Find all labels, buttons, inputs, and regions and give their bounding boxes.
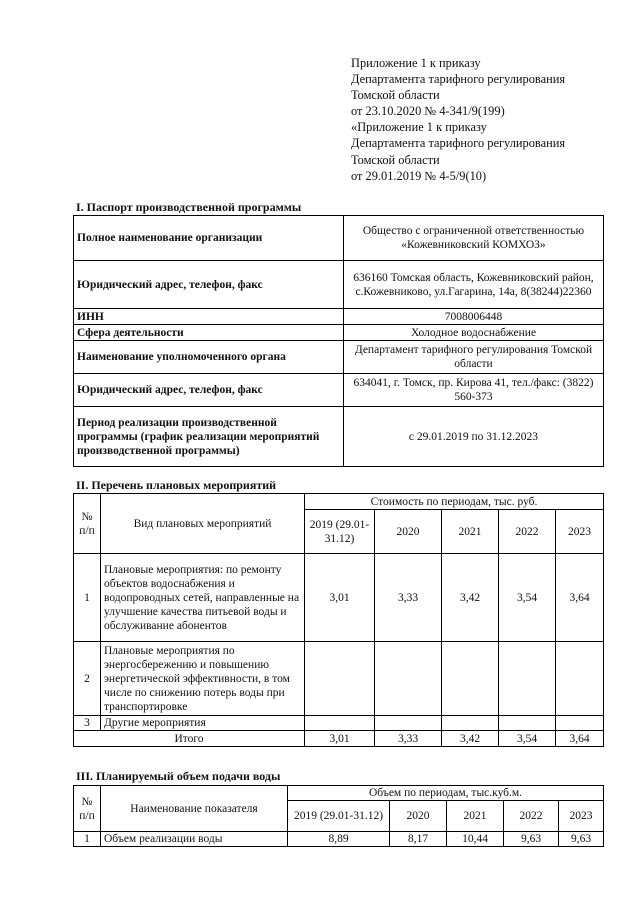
col-name-header: Вид плановых мероприятий — [101, 494, 305, 554]
passport-value: Департамент тарифного регулирования Томской области — [344, 341, 604, 374]
cost-cell — [556, 716, 604, 731]
passport-table — [73, 215, 604, 467]
total-cell: 3,64 — [556, 731, 604, 747]
header-line: от 23.10.2020 № 4-341/9(199) — [351, 104, 505, 119]
table-header-row — [74, 786, 604, 801]
section1-title: I. Паспорт производственной программы — [76, 200, 302, 214]
year-header: 2020 — [390, 801, 447, 832]
cost-cell — [305, 642, 375, 716]
table-row — [74, 407, 604, 467]
passport-label: ИНН — [74, 309, 344, 325]
volume-cell: 10,44 — [447, 832, 504, 847]
row-number: 3 — [74, 716, 101, 731]
volume-cell: 8,17 — [390, 832, 447, 847]
year-header: 2019 (29.01-31.12) — [288, 801, 390, 832]
measure-name: Плановые мероприятия по энергосбережению и повышению энергетической эффективности, в том числе по снижению потерь воды при транспортировке — [101, 642, 305, 716]
table-row — [74, 341, 604, 374]
cost-cell — [375, 642, 442, 716]
header-line: Департамента тарифного регулирования — [351, 72, 566, 87]
passport-value: Общество с ограниченной ответственностью «Кожевниковский КОМХОЗ» — [344, 216, 604, 261]
section2-title: II. Перечень плановых мероприятий — [76, 478, 277, 492]
cost-cell: 3,64 — [556, 554, 604, 642]
year-header: 2022 — [499, 510, 556, 554]
table-row — [74, 325, 604, 341]
passport-value: 634041, г. Томск, пр. Кирова 41, тел./факс: (3822) 560-373 — [344, 374, 604, 407]
col-name-header: Наименование показателя — [101, 786, 288, 832]
total-label: Итого — [74, 731, 305, 747]
cost-cell — [442, 716, 499, 731]
table-row — [74, 261, 604, 309]
year-header: 2020 — [375, 510, 442, 554]
measure-name: Плановые мероприятия: по ремонту объектов водоснабжения и водопроводных сетей, направленные на улучшение качества питьевой воды и обслуживание абонентов — [101, 554, 305, 642]
cost-cell — [499, 642, 556, 716]
table-row — [74, 716, 604, 731]
total-cell: 3,42 — [442, 731, 499, 747]
cost-cell — [375, 716, 442, 731]
measure-name: Другие мероприятия — [101, 716, 305, 731]
cost-cell: 3,33 — [375, 554, 442, 642]
header-line: «Приложение 1 к приказу — [351, 120, 487, 135]
total-cell: 3,33 — [375, 731, 442, 747]
year-header: 2021 — [442, 510, 499, 554]
order-header — [351, 55, 565, 184]
col-number-header: № п/п — [74, 786, 101, 832]
table-row — [74, 374, 604, 407]
year-header: 2022 — [504, 801, 559, 832]
cost-cell — [556, 642, 604, 716]
table-row — [74, 554, 604, 642]
header-line: от 29.01.2019 № 4-5/9(10) — [351, 168, 487, 183]
cost-cell — [305, 716, 375, 731]
volume-cell: 8,89 — [288, 832, 390, 847]
indicator-name: Объем реализации воды — [101, 832, 288, 847]
volume-period-header: Объем по периодам, тыс.куб.м. — [288, 786, 604, 801]
header-line: Департамента тарифного регулирования — [351, 136, 566, 151]
passport-label: Период реализации производственной программы (график реализации мероприятий производственной программы) — [74, 407, 344, 467]
cost-cell — [499, 716, 556, 731]
total-cell: 3,54 — [499, 731, 556, 747]
header-line: Томской области — [351, 88, 440, 103]
passport-label: Наименование уполномоченного органа — [74, 341, 344, 374]
cost-cell — [442, 642, 499, 716]
passport-value: 7008006448 — [344, 309, 604, 325]
table-header-row — [74, 494, 604, 510]
row-number: 2 — [74, 642, 101, 716]
volume-cell: 9,63 — [559, 832, 604, 847]
year-header: 2023 — [559, 801, 604, 832]
row-number: 1 — [74, 554, 101, 642]
table-row — [74, 216, 604, 261]
cost-cell: 3,54 — [499, 554, 556, 642]
volume-cell: 9,63 — [504, 832, 559, 847]
passport-label: Полное наименование организации — [74, 216, 344, 261]
total-cell: 3,01 — [305, 731, 375, 747]
cost-cell: 3,01 — [305, 554, 375, 642]
passport-value: с 29.01.2019 по 31.12.2023 — [344, 407, 604, 467]
measures-table — [73, 493, 604, 747]
year-header: 2021 — [447, 801, 504, 832]
table-row — [74, 832, 604, 847]
year-header: 2023 — [556, 510, 604, 554]
passport-label: Юридический адрес, телефон, факс — [74, 374, 344, 407]
col-number-header: № п/п — [74, 494, 101, 554]
passport-label: Юридический адрес, телефон, факс — [74, 261, 344, 309]
table-row — [74, 642, 604, 716]
cost-cell: 3,42 — [442, 554, 499, 642]
cost-period-header: Стоимость по периодам, тыс. руб. — [305, 494, 604, 510]
water-volume-table — [73, 785, 604, 847]
passport-value: Холодное водоснабжение — [344, 325, 604, 341]
total-row — [74, 731, 604, 747]
passport-label: Сфера деятельности — [74, 325, 344, 341]
section3-title: III. Планируемый объем подачи воды — [76, 769, 281, 783]
header-line: Томской области — [351, 152, 440, 167]
row-number: 1 — [74, 832, 101, 847]
header-line: Приложение 1 к приказу — [351, 56, 481, 70]
passport-value: 636160 Томская область, Кожевниковский район, с.Кожевниково, ул.Гагарина, 14а, 8(38244)22360 — [344, 261, 604, 309]
year-header: 2019 (29.01-31.12) — [305, 510, 375, 554]
table-row — [74, 309, 604, 325]
